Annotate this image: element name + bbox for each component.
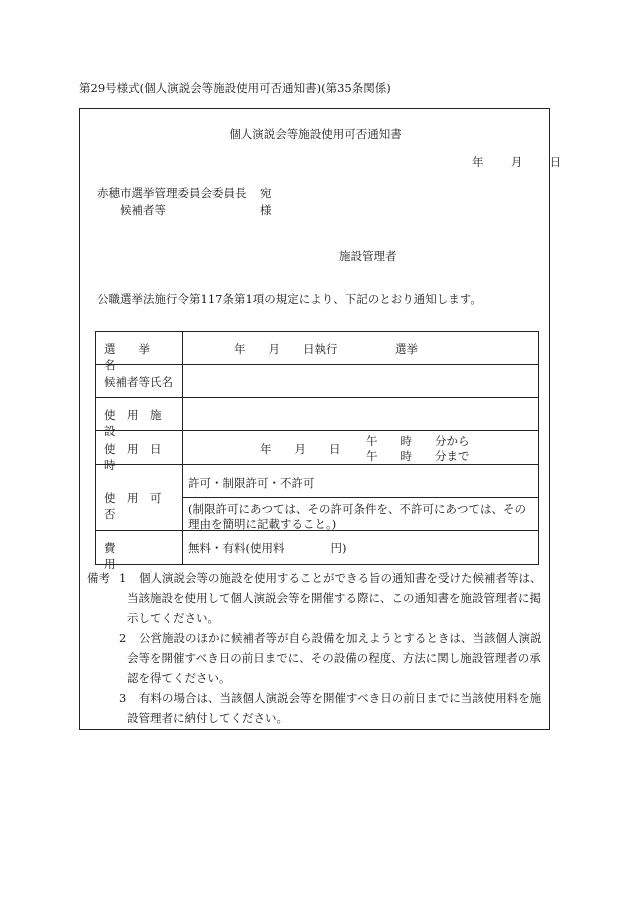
note-line: 当該施設を使用して個人演説会等を開催する際に、この通知書を施設管理者に掲 — [127, 591, 541, 605]
notes-heading: 備考 — [87, 571, 110, 585]
permission-options: 許可・制限許可・不許可 — [188, 476, 315, 490]
date-line — [472, 154, 561, 170]
note-line: 個人演説会等の施設を使用することができる旨の通知書を受けた候補者等は、 — [139, 571, 542, 585]
notice-form — [79, 108, 562, 730]
date-year: 年 — [472, 155, 484, 169]
document-title: 個人演説会等施設使用可否通知書 — [229, 127, 402, 141]
usage-time-to: 午 時 分まで — [366, 449, 470, 463]
usage-time-from: 午 時 分から — [366, 434, 470, 448]
note-number: 2 — [119, 631, 127, 645]
intro-text: 公職選挙法施行令第117条第1項の規定により、下記のとおり通知します。 — [97, 292, 482, 306]
note-line: 公営施設のほかに候補者等が自ら設備を加えようとするときは、当該個人演説 — [139, 631, 542, 645]
recipient-candidate-honorific: 様 — [260, 203, 272, 217]
row-label: 使 用 日 時 — [104, 442, 173, 472]
note-line: 認を得てください。 — [127, 671, 231, 685]
permission-instruction-line1: (制限許可にあつては、その許可条件を、不許可にあつては、その — [188, 502, 526, 516]
row-label: 選 挙 名 — [104, 342, 173, 372]
row-label: 使 用 施 設 — [104, 408, 173, 438]
note-number: 3 — [119, 691, 127, 705]
date-day: 日 — [549, 155, 562, 169]
recipient-candidate: 候補者等 — [120, 203, 166, 217]
recipient-chairman-honorific: 宛 — [260, 186, 272, 200]
table-row-fee — [96, 531, 538, 571]
row-label: 費 用 — [104, 541, 173, 571]
note-number: 1 — [119, 571, 127, 585]
note-line: 示してください。 — [127, 611, 219, 625]
row-label: 使 用 可 否 — [104, 491, 173, 521]
note-line: 設管理者に納付してください。 — [127, 711, 288, 725]
fee-value: 無料・有料(使用料 円) — [188, 541, 347, 555]
row-value: 年 月 日執行 選挙 — [234, 342, 418, 356]
sender-facility-manager: 施設管理者 — [339, 249, 397, 263]
note-line: 有料の場合は、当該個人演説会等を開催すべき日の前日までに当該使用料を施 — [139, 691, 542, 705]
usage-date: 年 月 日 — [260, 442, 341, 456]
note-line: 会等を開催すべき日の前日までに、その設備の程度、方法に関し施設管理者の承 — [127, 651, 541, 665]
details-table — [95, 331, 539, 571]
table-row-facility — [96, 398, 538, 438]
table-row-candidate — [96, 365, 538, 398]
form-number-label: 第29号様式(個人演説会等施設使用可否通知書)(第35条関係) — [79, 81, 391, 95]
table-row-permission — [96, 465, 538, 531]
permission-instruction-line2: 理由を簡明に記載すること。) — [188, 517, 337, 531]
table-row-datetime — [96, 431, 538, 472]
table-row-election — [96, 332, 538, 372]
row-label: 候補者等氏名 — [104, 375, 173, 389]
recipient-chairman: 赤穂市選挙管理委員会委員長 — [97, 186, 247, 200]
date-month: 月 — [510, 155, 523, 169]
